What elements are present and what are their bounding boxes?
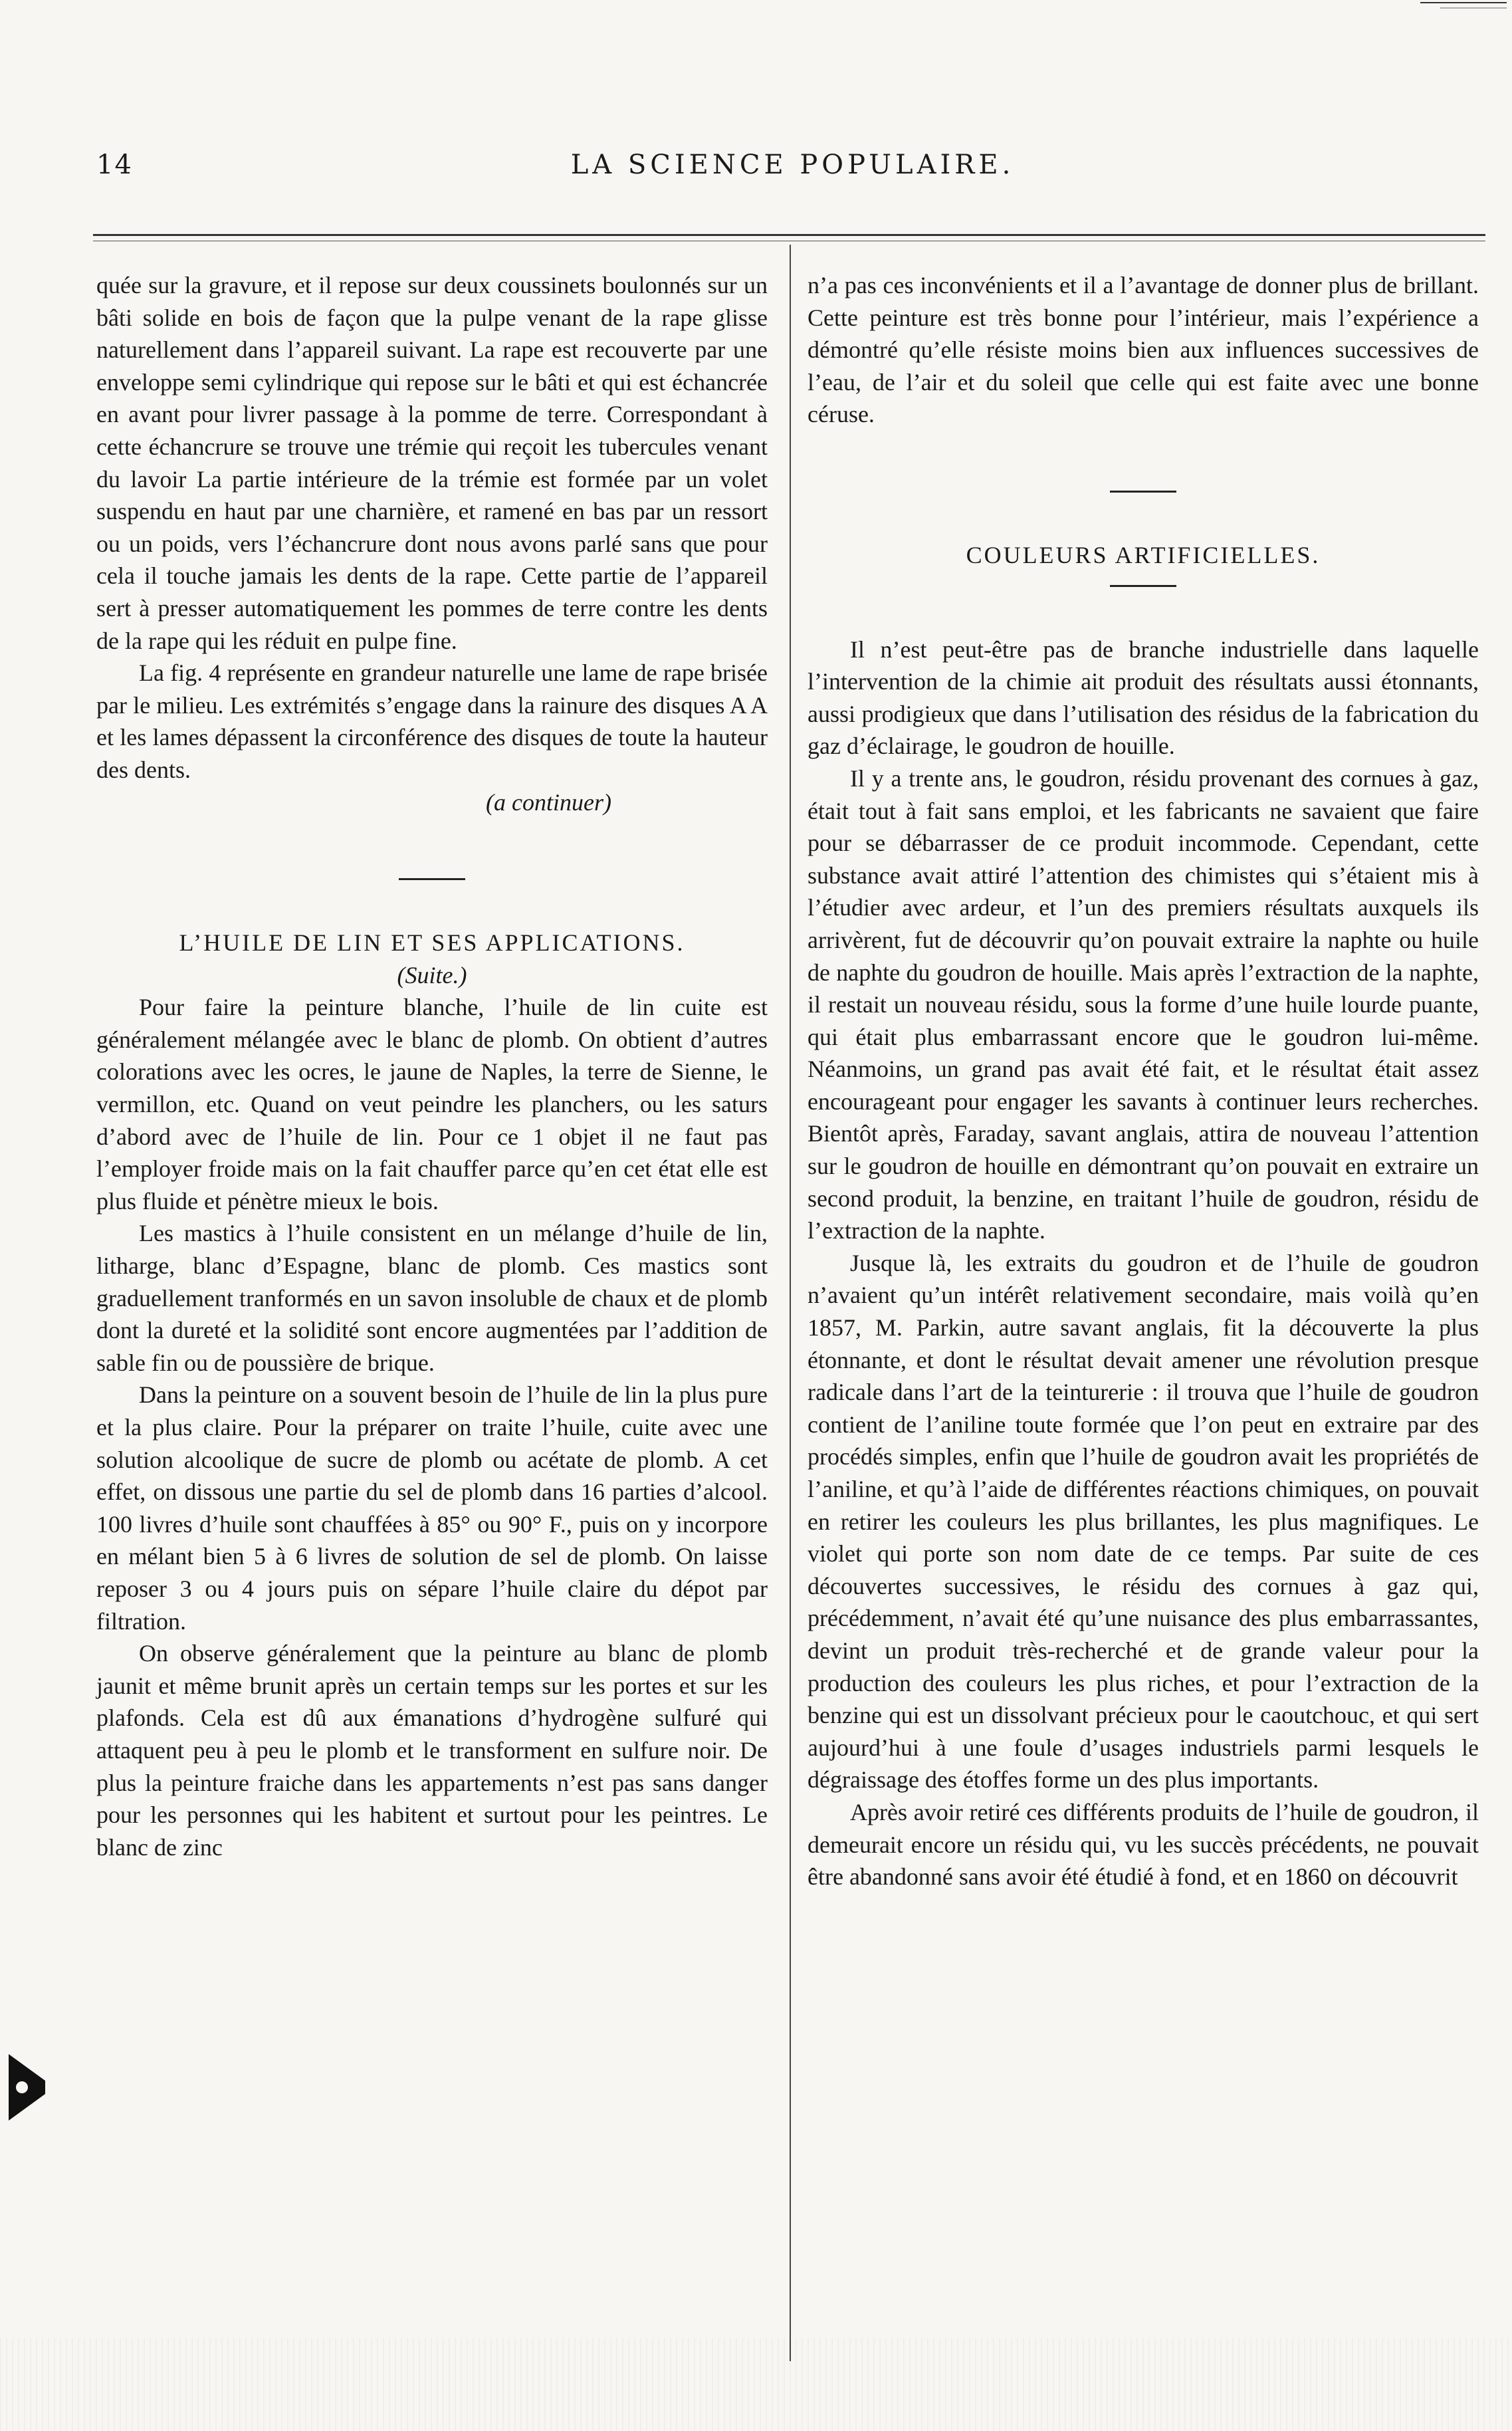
paragraph: Pour faire la peinture blanche, l’huile de lin cuite est généralement mélangée avec le blanc de plomb. On obtient d’autres colorations avec les ocres, le jaune de Naples, la terre de Sienne, le vermillon, etc. Quand on veut peindre les planchers, ou les saturs d’abord avec de l’huile de lin. Pour ce 1 objet il ne faut pas l’employer froide mais on la fait chauffer parce qu’en cet état elle est plus fluide et pénètre mieux le bois. xyxy=(96,994,768,1215)
scan-noise xyxy=(0,2338,1512,2431)
paragraph: On observe généralement que la peinture au blanc de plomb jaunit et même brunit après un certain temps sur les portes et sur les plafonds. Cela est dû aux émanations d’hydrogène sulfuré qui attaquent peu à peu le plomb et le transforment en sulfure noir. De plus la peinture fraiche dans les appartements n’est pas sans danger pour les personnes qui les habitent et surtout pour les peintres. Le blanc de zinc xyxy=(96,1640,768,1861)
page-header xyxy=(96,150,1489,196)
paragraph: Il y a trente ans, le goudron, résidu provenant des cornues à gaz, était tout à fait sans emploi, et les fabricants ne savaient que faire pour se débarrasser de ce produit incommode. Cependant, cette substance avait attiré l’attention des chimistes qui s’étaient mis à l’étudier avec ardeur, et l’un des premiers résultats auxquels ils arrivèrent, fut de découvrir qu’on pouvait extraire la naphte ou huile de naphte du goudron de houille. Mais après l’extraction de la naphte, il restait un nouveau résidu, sous la forme d’une huile lourde puante, qui était plus embarrassant encore que le goudron lui-même. Néanmoins, un grand pas avait été fait, et le résultat était assez encourageant pour engager les savants à continuer leurs recherches. Bientôt après, Faraday, savant anglais, attira de nouveau l’attention sur le goudron de houille en démontrant qu’on pouvait en extraire un second produit, la benzine, en traitant l’huile de goudron, résidu de l’extraction de la naphte. xyxy=(808,764,1479,1244)
section-title: L’HUILE DE LIN ET SES APPLICATIONS. xyxy=(179,929,685,957)
page-number: 14 xyxy=(96,150,133,180)
binding-stamp-icon xyxy=(5,2051,52,2124)
section-divider xyxy=(1110,585,1176,587)
header-rule xyxy=(93,234,1485,236)
section-divider xyxy=(1110,491,1176,493)
section-divider xyxy=(399,878,465,880)
left-column xyxy=(96,269,768,1863)
paragraph: Après avoir retiré ces différents produits de l’huile de goudron, il demeurait encore un résidu qui, vu les succès précédents, ne pouvait être abandonné sans avoir été étudié à fond, et en 1860 on découvrit xyxy=(808,1798,1479,1891)
paragraph: Il n’est peut-être pas de branche industrielle dans laquelle l’intervention de la chimie ait produit des résultats aussi étonnants, aussi prodigieux que dans l’utilisation des résidus de la fabrication du gaz d’éclairage, le goudron de houille. xyxy=(808,636,1479,760)
section-title: COULEURS ARTIFICIELLES. xyxy=(966,541,1321,568)
paragraph: Jusque là, les extraits du goudron et de l’huile de goudron n’avaient qu’un intérêt relativement secondaire, mais voilà qu’en 1857, M. Parkin, autre savant anglais, fit la découverte la plus étonnante, et dont le résultat devait amener une révolution presque radicale dans l’art de la teinturerie : il trouva que l’huile de goudron contient de l’aniline toute formée que l’on peut en extraire par des procédés simples, enfin que l’huile de goudron avait les propriétés de l’aniline, et qu’à l’aide de différentes réactions chimiques, on pouvait en retirer les couleurs les plus brillantes, les plus magnifiques. Le violet qui porte son nom date de ce temps. Par suite de ces découvertes successives, le résidu des cornues à gaz qui, précédemment, n’avait été qu’une nuisance des plus embarrassantes, devint un produit très-recherché et de grande valeur pour la production des couleurs les plus riches, et pour l’extraction de la benzine qui est un dissolvant précieux pour le caoutchouc, et qui sert aujourd’hui à une foule d’usages industriels parmi lesquels le dégraissage des étoffes forme un des plus importants. xyxy=(808,1249,1479,1794)
paragraph: quée sur la gravure, et il repose sur deux coussinets boulonnés sur un bâti solide en bois de façon que la pulpe venant de la rape glisse naturellement dans l’appareil suivant. La rape est recouverte par une enveloppe semi cylindrique qui repose sur le bâti et qui est échancrée en avant pour livrer passage à la pomme de terre. Correspondant à cette échancrure se trouve une trémie qui reçoit les tubercules venant du lavoir La partie intérieure de la trémie est formée par un volet suspendu en haut par une charnière, et ramené en bas par un ressort ou un poids, vers l’échancrure dont nous avons parlé sans que pour cela il touche jamais les dents de la rape. Cette partie de l’appareil sert à presser automatiquement les pommes de terre contre les dents de la rape qui les réduit en pulpe fine. xyxy=(96,272,768,654)
paragraph: Dans la peinture on a souvent besoin de l’huile de lin la plus pure et la plus claire. Pour la préparer on traite l’huile, cuite avec une solution alcoolique de sucre de plomb ou acétate de plomb. A cet effet, on dissous une partie du sel de plomb dans 16 parties d’alcool. 100 livres d’huile sont chauffées à 85° ou 90° F., puis on y incorpore en mélant bien 5 à 6 livres de solution de sel de plomb. On laisse reposer 3 ou 4 jours puis on sépare l’huile claire du dépot par filtration. xyxy=(96,1381,768,1635)
continued-note: (a continuer) xyxy=(486,788,611,816)
scan-corner-mark xyxy=(1420,0,1507,12)
right-column xyxy=(808,269,1479,1893)
paragraph: La fig. 4 représente en grandeur naturelle une lame de rape brisée par le milieu. Les extrémités s’engage dans la rainure des disques A A et les lames dépassent la circonférence des disques de toute la hauteur des dents. xyxy=(96,659,768,783)
running-title: LA SCIENCE POPULAIRE. xyxy=(570,150,1015,180)
paragraph: n’a pas ces inconvénients et il a l’avantage de donner plus de brillant. Cette peinture est très bonne pour l’intérieur, mais l’expérience a démontré qu’elle résiste moins bien aux influences successives de l’eau, de l’air et du soleil que celle qui est faite avec une bonne céruse. xyxy=(808,272,1479,428)
section-subtitle: (Suite.) xyxy=(397,961,467,988)
column-divider xyxy=(790,245,791,2361)
paragraph: Les mastics à l’huile consistent en un mélange d’huile de lin, litharge, blanc d’Espagne, blanc de plomb. Ces mastics sont graduellement tranformés en un savon insoluble de chaux et de plomb dont la dureté et la solidité sont encore augmentées par l’addition de sable fin ou de poussière de brique. xyxy=(96,1220,768,1376)
